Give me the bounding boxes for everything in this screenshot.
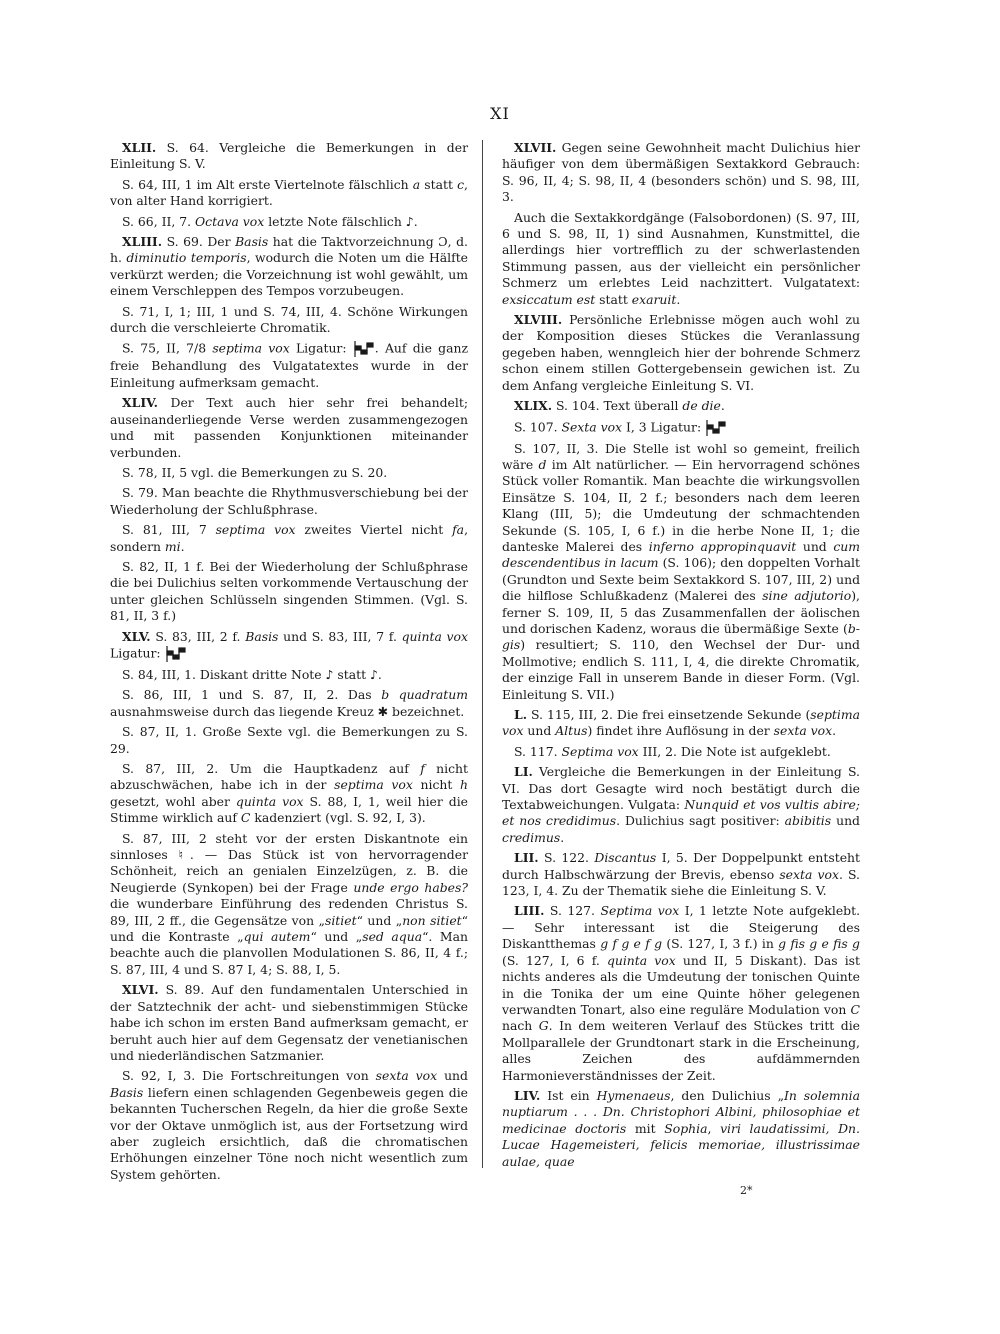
left-column: [110, 140, 468, 1187]
italic-text: exaruit: [631, 291, 677, 307]
italic-text: sexta vox: [773, 723, 833, 739]
paragraph: [110, 140, 468, 173]
italic-text: cum descendentibus in lacum: [502, 538, 860, 571]
text-run: “ und „: [356, 912, 403, 928]
paragraph: [110, 629, 468, 663]
text-run: S. 69. Der: [162, 234, 236, 250]
italic-text: Sophia: [664, 1120, 708, 1136]
paragraph: [502, 398, 860, 414]
text-run: S. 87, II, 1. Große Sexte vgl. die Bemerkungen zu S. 29.: [110, 724, 468, 756]
text-run: S. 79. Man beachte die Rhythmusverschiebung bei der Wiederholung der Schlußphrase.: [110, 485, 468, 517]
text-run: nicht abzuschwächen, habe ich in der: [110, 761, 468, 793]
italic-text: quinta vox: [606, 952, 676, 968]
text-run: statt: [420, 176, 458, 192]
text-run: und: [437, 1068, 468, 1084]
italic-text: c: [457, 176, 465, 192]
text-run: III, 2. Die Note ist aufgeklebt.: [638, 743, 831, 759]
italic-text: inferno appropinquavit: [648, 538, 797, 554]
text-run: I, 1 letzte Note aufgeklebt. — Sehr interessant ist die Steigerung des Diskantthemas: [502, 903, 861, 952]
text-run: S. 64. Vergleiche die Bemerkungen in der Einleitung S. V.: [110, 140, 468, 172]
section-number: XLIII.: [122, 234, 163, 250]
text-run: . Auf die ganz freie Behandlung des Vulgatatextes wurde in der Einleitung aufmerksam gemacht.: [110, 340, 468, 390]
paragraph: [502, 419, 860, 437]
paragraph: [110, 522, 468, 555]
italic-text: diminutio temporis: [126, 250, 247, 266]
text-run: liefern einen schlagenden Gegenbeweis gegen die bekannten Tucherschen Regeln, da hier die große Sexte vor der Oktave unmöglich ist, aus der Fortsetzung wird aber zugleich ersichtlich, daß die chromatischen Erhöhungen einzelner Töne noch nicht wesentlich zum System gehörten.: [110, 1084, 468, 1182]
italic-text: fa: [452, 522, 465, 538]
signature-mark: 2*: [740, 1184, 753, 1197]
text-run: im Alt natürlicher. — Ein hervorragend schönes Stück voller Romantik. Man beachte die wirkungsvollen Einsätze S. 104, II, 2 f.; besonders nach dem leeren Klang (III, 5); die Umdeutung der schmachtenden Sekunde (S. 105, I, 6 f.) in die herbe None II, 1; die danteske Malerei des: [502, 456, 860, 554]
ligature-notation-icon: [705, 419, 727, 437]
italic-text: Sexta vox: [561, 419, 623, 434]
ligature-notation-icon: [165, 645, 187, 663]
italic-text: septima vox: [502, 707, 860, 739]
text-run: “ und die Kontraste „: [110, 912, 469, 945]
italic-text: Basis: [110, 1084, 144, 1100]
italic-text: h: [460, 777, 468, 793]
italic-text: quinta vox: [401, 628, 468, 644]
text-run: nach: [502, 1018, 539, 1034]
italic-text: Basis: [245, 628, 279, 644]
text-run: gesetzt, wohl aber: [110, 793, 236, 809]
paragraph: [110, 304, 468, 337]
paragraph: [110, 485, 468, 518]
text-run: S. 87, III, 2 steht vor der ersten Diskantnote ein sinnloses ♮. — Das Stück ist von hervorragender Schönheit, reich an genialen Einzelzügen, z. B. die Neugierde (Synkopen) bei der Frage: [110, 830, 468, 895]
italic-text: de die: [682, 398, 721, 414]
italic-text: b quadratum: [381, 687, 468, 703]
text-run: S. 115, III, 2. Die frei einsetzende Sekunde (: [527, 707, 811, 722]
italic-text: d: [538, 456, 547, 472]
ligature-notation-icon: [353, 340, 375, 358]
text-run: S. 66, II, 7.: [122, 213, 195, 229]
italic-text: Octava vox: [195, 213, 265, 229]
paragraph: [502, 312, 860, 394]
right-column: [502, 140, 860, 1174]
text-run: , von alter Hand korrigiert.: [110, 176, 468, 209]
text-run: S. 88, I, 1, weil hier die Stimme wirklich auf: [110, 793, 469, 826]
italic-text: sine adjutorio: [762, 588, 852, 604]
italic-text: f: [420, 761, 425, 776]
paragraph: [502, 707, 860, 740]
paragraph: [110, 982, 468, 1064]
section-number: XLVII.: [514, 140, 557, 155]
text-run: S. 107.: [514, 419, 562, 434]
text-run: nicht: [412, 777, 461, 793]
italic-text: sexta vox: [779, 866, 839, 882]
text-run: , sondern: [110, 522, 469, 554]
text-run: S. 89. Auf den fundamentalen Unterschied in der Satztechnik der acht- und siebenstimmigen Stücke habe ich schon im ersten Band aufmerksam gemacht, er beruht auch hier auf dem Gegensatz der venetianischen und niederländischen Satzmanier.: [110, 982, 468, 1063]
paragraph: [502, 850, 860, 899]
italic-text: Septima vox: [600, 903, 680, 919]
section-number: LIII.: [514, 903, 545, 919]
italic-text: Basis: [235, 234, 269, 250]
text-run: S. 78, II, 5 vgl. die Bemerkungen zu S. 20.: [122, 464, 388, 480]
text-run: Der Text auch hier sehr frei behandelt; auseinanderliegende Verse werden zusammengezogen und mit passenden Konjunktionen miteinander verbunden.: [110, 395, 468, 460]
italic-text: Hymenaeus: [596, 1087, 671, 1103]
text-run: S. 117.: [514, 743, 562, 759]
paragraph: [110, 559, 468, 625]
italic-text: g fis g e fis g: [778, 936, 860, 952]
text-run: . Dulichius sagt positiver:: [616, 813, 785, 829]
section-number: XLV.: [122, 628, 151, 644]
text-run: S. 84, III, 1. Diskant dritte Note ♪ statt ♪.: [122, 666, 382, 682]
italic-text: non sitiet: [402, 912, 462, 928]
italic-text: quinta vox: [235, 793, 304, 809]
text-run: S. 122.: [538, 850, 595, 866]
paragraph: [502, 744, 860, 760]
section-number: LII.: [514, 850, 539, 866]
paragraph: [502, 140, 860, 206]
section-number: XLVIII.: [514, 312, 563, 328]
italic-text: C: [850, 1001, 860, 1017]
italic-text: a: [412, 176, 421, 192]
italic-text: Discantus: [594, 850, 657, 866]
italic-text: mi: [164, 538, 181, 554]
paragraph: [110, 234, 468, 300]
italic-text: Septima vox: [561, 743, 639, 759]
text-run: hat die Taktvorzeichnung Ɔ, d. h.: [110, 234, 469, 266]
text-run: Ist ein: [540, 1087, 597, 1103]
paragraph: [110, 724, 468, 757]
paragraph: [110, 340, 468, 391]
text-run: Persönliche Erlebnisse mögen auch wohl zu der Komposition dieses Stückes die Veranlassung gegeben haben, wenngleich hier der bohrende Schmerz schon einem stillen Gottergebensein gewichen ist. Zu dem Anfang vergleiche Einleitung S. VI.: [502, 312, 860, 393]
text-run: S. 86, III, 1 und S. 87, II, 2. Das: [122, 687, 382, 703]
paragraph: [502, 903, 860, 1083]
text-run: S. 83, III, 2 f.: [150, 628, 246, 644]
section-number: XLVI.: [122, 982, 159, 998]
italic-text: C: [240, 810, 251, 826]
text-run: ) resultiert; S. 110, den Wechsel der Dur- und Mollmotive; endlich S. 111, I, 4, die direkte Chromatik, der einzige Fall in unserem Bande in dieser Form. (Vgl. Einleitung S. VII.): [502, 637, 860, 702]
paragraph: [110, 177, 468, 210]
text-run: S. 81, III, 7: [122, 522, 216, 538]
text-run: (S. 127, I, 3 f.) in: [662, 936, 779, 952]
text-run: und: [523, 723, 556, 739]
text-run: S. 127.: [544, 903, 601, 919]
text-run: S. 75, II, 7/8: [122, 340, 213, 356]
text-run: .: [720, 398, 725, 414]
text-run: .: [832, 723, 837, 739]
italic-text: credimus: [502, 829, 561, 845]
paragraph: [110, 214, 468, 230]
paragraph: [502, 210, 860, 308]
paragraph: [110, 1068, 468, 1183]
text-run: “ und „: [310, 929, 363, 945]
italic-text: b-gis: [502, 620, 860, 653]
text-run: Gegen seine Gewohnheit macht Dulichius hier häufiger von dem übermäßigen Sextakkord Gebrauch: S. 96, II, 4; S. 98, II, 4 (besonders schön) und S. 98, III, 3.: [502, 140, 860, 205]
text-run: .: [180, 538, 185, 554]
text-run: die wunderbare Einführung des redenden Christus S. 89, III, 2 ff., die Gegensätze von „: [110, 896, 468, 928]
text-run: I, 5. Der Doppelpunkt entsteht durch Halbschwärzung der Brevis, ebenso: [502, 850, 860, 882]
text-run: und S. 83, III, 7 f.: [278, 628, 402, 644]
italic-text: Nunquid et vos vultis abire; et nos credidimus: [502, 797, 860, 829]
text-run: letzte Note fälschlich ♪.: [264, 213, 418, 229]
text-run: statt: [595, 291, 632, 307]
text-run: ausnahmsweise durch das liegende Kreuz ✱ bezeichnet.: [110, 703, 465, 719]
text-run: “. Man beachte auch die planvollen Modulationen S. 86, II, 4 f.; S. 87, III, 4 und S. 87 I, 4; S. 88, I, 5.: [110, 929, 468, 977]
italic-text: G: [538, 1018, 549, 1034]
section-number: LIV.: [514, 1087, 541, 1103]
italic-text: sed aqua: [362, 929, 423, 945]
text-run: S. 107, II, 3. Die Stelle ist wohl so gemeint, freilich wäre: [502, 440, 860, 472]
text-run: S. 104. Text überall: [552, 398, 683, 414]
section-number: XLII.: [122, 140, 157, 155]
text-run: ) findet ihre Auflösung in der: [587, 723, 774, 739]
italic-text: septima vox: [334, 777, 413, 793]
text-run: S. 87, III, 2. Um die Hauptkadenz auf: [122, 761, 421, 776]
section-number: LI.: [514, 764, 533, 780]
italic-text: unde ergo habes?: [353, 879, 469, 895]
text-run: Vergleiche die Bemerkungen in der Einleitung S. VI. Das dort Gesagte wird noch bestätigt durch die Textabweichungen. Vulgata:: [502, 764, 860, 813]
text-run: Ligatur:: [110, 645, 165, 661]
paragraph: [110, 687, 468, 720]
italic-text: septima vox: [215, 522, 296, 538]
text-run: I, 3 Ligatur:: [622, 419, 706, 434]
column-divider: [482, 140, 483, 1168]
text-run: zweites Viertel nicht: [295, 522, 453, 538]
text-run: (S. 127, I, 6 f.: [502, 952, 607, 968]
paragraph: [110, 831, 468, 979]
italic-text: sexta vox: [375, 1068, 438, 1084]
text-run: S. 71, I, 1; III, 1 und S. 74, III, 4. Schöne Wirkungen durch die verschleierte Chromatik.: [110, 303, 468, 336]
paragraph: [110, 667, 468, 683]
text-run: ,: [707, 1120, 721, 1136]
text-run: mit: [626, 1120, 665, 1136]
text-run: . In dem weiteren Verlauf des Stückes tritt die Mollparallele der Grundtonart stark in die Erscheinung, alles Zeichen des aufdämmernden Harmonieverständnisses der Zeit.: [502, 1018, 860, 1083]
italic-text: viri laudatissimi, Dn. Lucae Hagemeisteri, felicis memoriae, illustrissimae aulae, quae: [502, 1120, 860, 1169]
text-run: (S. 106); den doppelten Vorhalt (Grundton und Sexte beim Sextakkord S. 107, III, 2) und die hilflose Schlußkadenz (Malerei des: [502, 555, 861, 604]
italic-text: abibitis: [784, 813, 832, 829]
text-run: S. 64, III, 1 im Alt erste Viertelnote fälschlich: [122, 176, 413, 192]
text-run: und: [796, 538, 834, 554]
italic-text: septima vox: [212, 340, 290, 356]
paragraph: [502, 441, 860, 704]
italic-text: sitiet: [324, 912, 357, 928]
paragraph: [502, 1088, 860, 1170]
text-run: , den Dulichius „: [670, 1087, 784, 1103]
text-run: Auch die Sextakkordgänge (Falsobordonen) (S. 97, III, 6 und S. 98, II, 1) sind Ausnahmen, Kunstmittel, die allerdings hier vortrefflich zu der schwerlastenden Stimmung passen, aus der vielleicht ein persönlicher Schmerz um erlebtes Leid nachzittert. Vulgatatext:: [502, 209, 860, 291]
paragraph: [110, 761, 468, 827]
text-run: , wodurch die Noten um die Hälfte verkürzt werden; die Vorzeichnung ist wohl gewählt, um einem Verschleppen des Tempos vorzubeugen.: [110, 250, 469, 299]
text-run: und: [831, 813, 860, 829]
italic-text: g f g e f g: [600, 936, 663, 952]
section-number: XLIV.: [122, 395, 158, 411]
paragraph: [110, 395, 468, 461]
text-run: kadenziert (vgl. S. 92, I, 3).: [250, 810, 426, 826]
text-run: . S. 123, I, 4. Zu der Thematik siehe die Einleitung S. V.: [502, 866, 860, 899]
italic-text: qui autem: [243, 929, 311, 945]
text-run: .: [676, 291, 681, 307]
italic-text: exsiccatum est: [502, 291, 596, 307]
italic-text: In solemnia nuptiarum . . . Dn. Christophori Albini, philosophiae et medicinae doctoris: [502, 1087, 861, 1136]
paragraph: [110, 465, 468, 481]
section-number: XLIX.: [514, 398, 553, 414]
text-run: ), ferner S. 109, II, 5 das Zusammenfallen der äolischen und dorischen Kadenz, woraus die übermäßige Sexte (: [502, 588, 860, 636]
paragraph: [502, 764, 860, 846]
text-run: Ligatur:: [289, 340, 353, 356]
text-run: S. 92, I, 3. Die Fortschreitungen von: [122, 1068, 376, 1084]
text-run: und II, 5 Diskant). Das ist nichts anderes als die Umdeutung der tonischen Quinte in die Tonika der um eine Quinte höher gelegenen verwandten Tonart, also eine reguläre Modulation von: [502, 952, 861, 1017]
section-number: L.: [514, 707, 528, 722]
text-run: .: [560, 829, 565, 845]
page-number: XI: [490, 104, 510, 123]
italic-text: Altus: [555, 723, 588, 739]
text-run: S. 82, II, 1 f. Bei der Wiederholung der Schlußphrase die bei Dulichius selten vorkommende Vertauschung der unter gleichen Schlüsseln singenden Stimmen. (Vgl. S. 81, II, 3 f.): [110, 558, 468, 624]
